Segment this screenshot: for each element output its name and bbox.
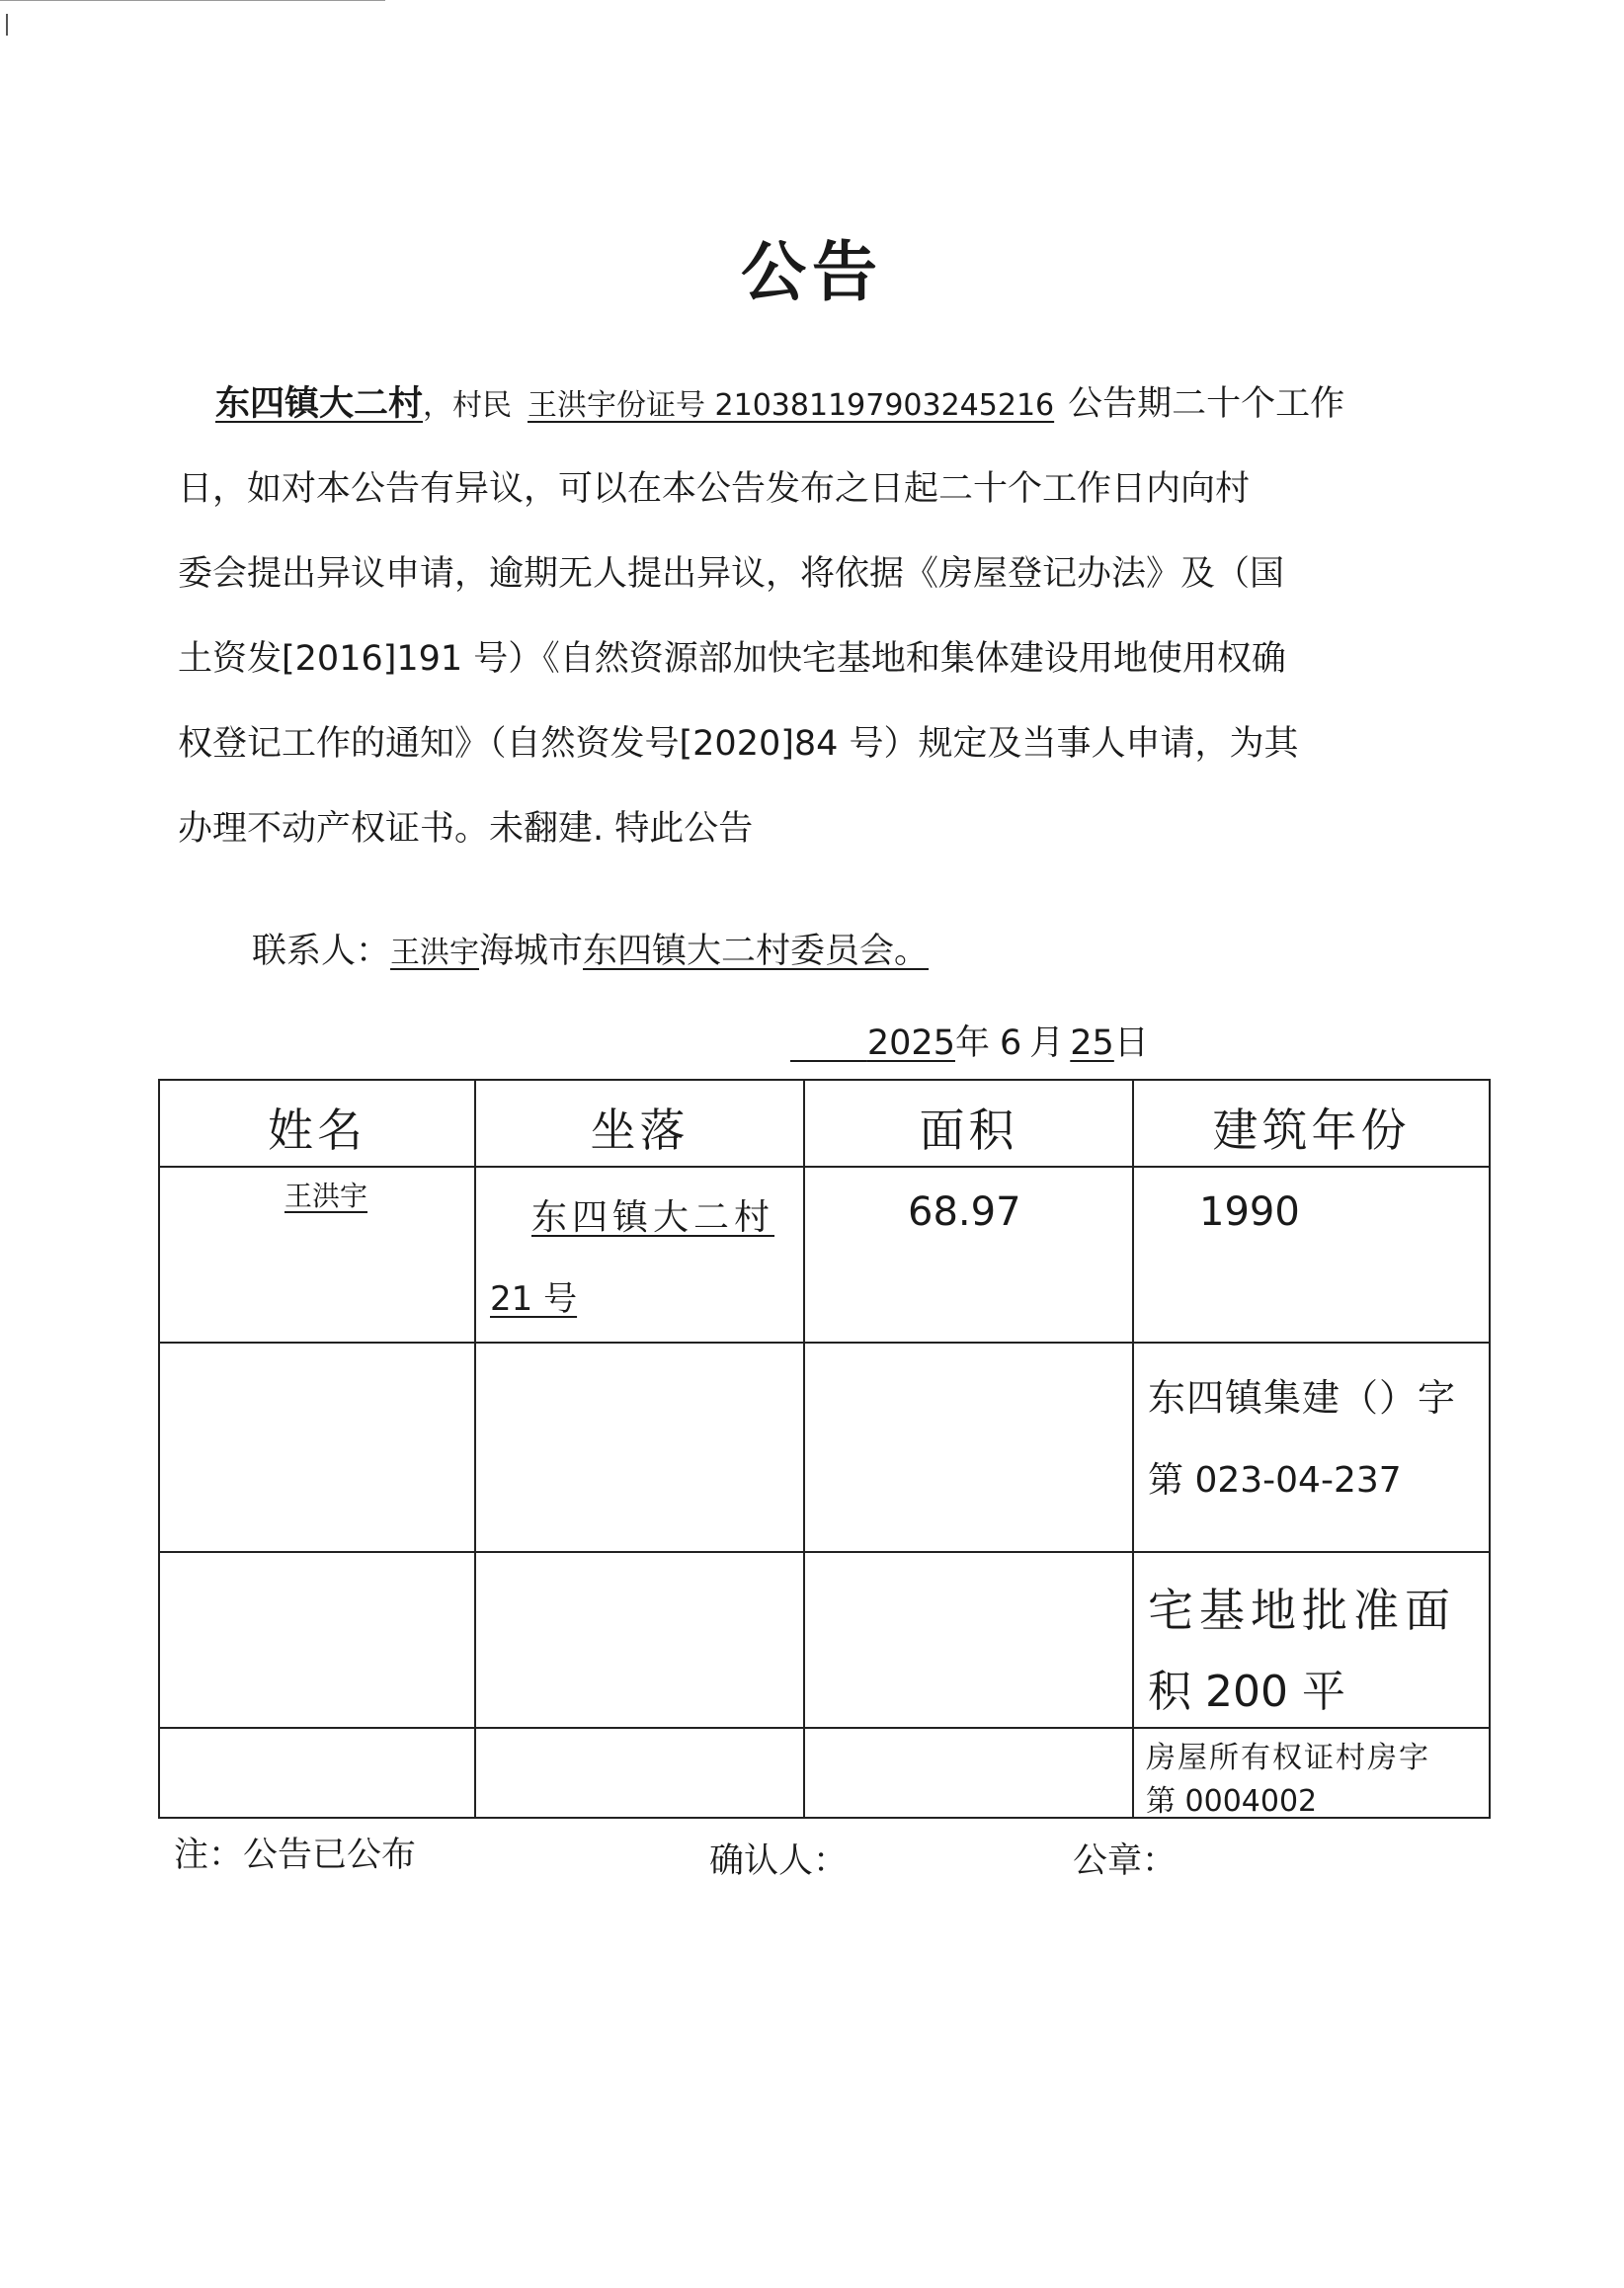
date-month: 6 [999,1023,1022,1063]
contact-committee: 东四镇大二村委员会。 [583,932,930,971]
cell-empty [804,1343,1133,1552]
table-row [159,1728,1490,1818]
cell-ownership-note [1133,1728,1490,1818]
homestead-line2: 积 200 平 [1148,1667,1345,1717]
ownership-line1: 房屋所有权证村房字 [1146,1741,1430,1775]
cell-area [804,1167,1133,1343]
cell-empty [475,1343,804,1552]
date-day-unit: 日 [1113,1023,1149,1063]
date-line [790,1021,1149,1066]
date-month-unit: 月 [1029,1023,1065,1063]
row-location-line1: 东四镇大二村 [531,1197,775,1238]
header-build-year: 建筑年份 [1133,1080,1490,1167]
body-line-5: 权登记工作的通知》（自然资发号[2020]84 号）规定及当事人申请，为其 [178,724,1299,764]
date-year: 2025 [866,1023,955,1063]
contact-city: 海城市 [479,932,584,971]
body-line-6: 办理不动产权证书。未翻建. 特此公告 [178,809,754,849]
homestead-line1: 宅基地批准面 [1148,1584,1456,1637]
date-year-unit: 年 [954,1023,990,1063]
resident-label: ，村民 [423,388,513,423]
header-area: 面积 [804,1080,1133,1167]
notice-period-text: 公告期二十个工作 [1068,384,1345,424]
page-title: 公告 [741,234,883,310]
cell-empty [804,1728,1133,1818]
row-area-value: 68.97 [908,1189,1021,1235]
cell-empty [159,1552,475,1728]
header-location: 坐落 [475,1080,804,1167]
scan-edge-mark [0,0,385,1]
contact-name: 王洪宇 [390,936,480,970]
collective-land-line1: 东四镇集建（）字 [1148,1376,1457,1420]
body-line-4: 土资发[2016]191 号）《自然资源部加快宅基地和集体建设用地使用权确 [178,639,1286,679]
cell-empty [159,1728,475,1818]
table-row [159,1343,1490,1552]
header-name: 姓名 [159,1080,475,1167]
cell-empty [475,1728,804,1818]
row-year-value: 1990 [1199,1189,1300,1235]
table-row [159,1167,1490,1343]
cell-location [475,1167,804,1343]
row-name-value: 王洪宇 [284,1180,368,1212]
resident-id: 王洪宇份证号 210381197903245216 [528,388,1055,423]
footer-seal: 公章： [1073,1841,1177,1881]
contact-line [252,929,929,976]
cell-collective-land-note [1133,1343,1490,1552]
collective-land-line2: 第 023-04-237 [1148,1460,1402,1501]
body-line-1 [215,381,1344,429]
body-line-2: 日，如对本公告有异议，可以在本公告发布之日起二十个工作日内向村 [178,469,1251,509]
cell-empty [804,1552,1133,1728]
village-name: 东四镇大二村 [215,384,424,424]
table-header-row [159,1080,1490,1167]
body-line-3: 委会提出异议申请，逾期无人提出异议，将依据《房屋登记办法》及（国 [178,554,1285,594]
cell-build-year [1133,1167,1490,1343]
ownership-line2: 第 0004002 [1146,1784,1318,1819]
cell-empty [475,1552,804,1728]
footer-note: 注：公告已公布 [174,1836,417,1875]
contact-label: 联系人： [252,932,391,971]
row-location-line2: 21 号 [490,1279,578,1319]
table-row [159,1552,1490,1728]
date-day: 25 [1070,1023,1114,1063]
cell-name [159,1167,475,1343]
cell-homestead-note [1133,1552,1490,1728]
footer-confirmer: 确认人： [709,1841,849,1881]
cell-empty [159,1343,475,1552]
scan-edge-mark [6,14,8,36]
property-table [158,1079,1491,1819]
